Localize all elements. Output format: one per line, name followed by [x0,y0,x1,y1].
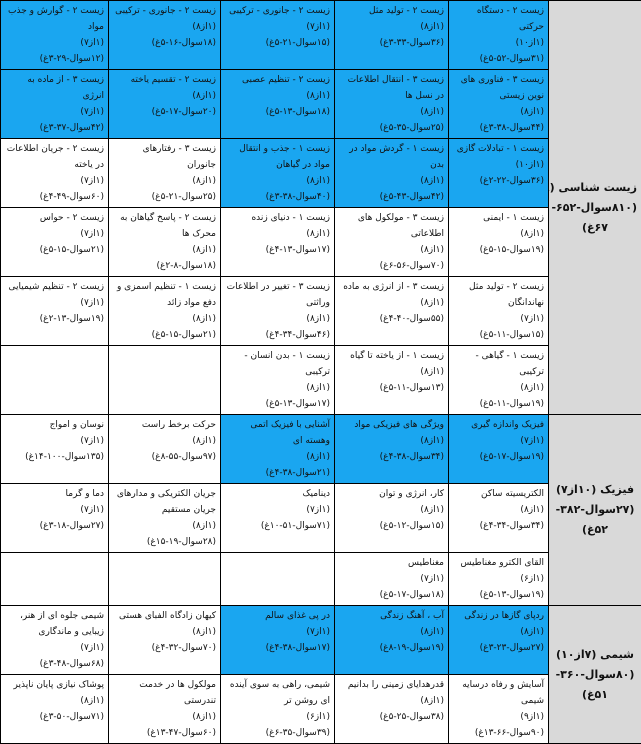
topic-content [5,608,104,672]
topic-stats: (۱۵سوال-۱۲-۵غ) [339,518,444,534]
topic-title: دینامیک [225,486,330,502]
topic-range: (۱از۸) [339,624,444,640]
topic-stats: (۱۹سوال-۱۱-۵غ) [453,396,544,412]
topic-content [113,279,216,343]
topic-title: زیست ۲ - گوارش و جذب مواد [5,3,104,35]
topic-cell [1,139,109,208]
topic-title: کار، انرژی و توان [339,486,444,502]
topic-stats: (۷۰سوال-۵۶-۶غ) [339,258,444,274]
topic-stats: (۲۵سوال-۲۱-۵غ) [113,189,216,205]
topic-title: القای الکترو مغناطیس [453,555,544,571]
topic-content [225,486,330,534]
topic-cell [221,484,335,553]
topic-range: (۱از۸) [113,19,216,35]
grid-row [1,70,641,139]
topic-title: حرکت برخط راست [113,417,216,433]
topic-stats: (۲۱سوال-۱۵-۵غ) [113,327,216,343]
topic-cell [449,553,549,606]
topic-content [5,417,104,465]
topic-cell [449,208,549,277]
topic-stats: (۶۸سوال-۴۸-۳غ) [5,656,104,672]
topic-stats: (۳۸سوال-۲۵-۵غ) [339,709,444,725]
grid-row [1,208,641,277]
topic-content [453,3,544,67]
topic-title: زیست ۲ - جانوری - ترکیبی [113,3,216,19]
topic-stats: (۳۱سوال-۵۲-۵غ) [453,51,544,67]
topic-cell [221,346,335,415]
topic-title: زیست ۲ - تولید مثل نهاندانگان [453,279,544,311]
topic-stats: (۴۴سوال-۳۸-۳غ) [453,120,544,136]
topic-title: آشنایی با فیزیک اتمی وهسته ای [225,417,330,449]
topic-cell [335,277,449,346]
topic-range: (۱از۸) [339,693,444,709]
topic-title: زیست ۳ - رفتارهای جانوران [113,141,216,173]
topic-cell [1,70,109,139]
grid-row [1,606,641,675]
topic-range: (۱از۷) [5,640,104,656]
topic-cell [109,1,221,70]
subject-label-line: (۸۱۰سوال-۶۵۲- [553,198,637,218]
topic-range: (۱از۷) [225,624,330,640]
topic-cell [109,606,221,675]
topic-stats: (۴۲سوال-۴۳-۵غ) [339,189,444,205]
topic-stats: (۱۸سوال-۸-۲غ) [113,258,216,274]
topic-title: ردپای گازها در زندگی [453,608,544,624]
topic-content [453,72,544,136]
grid-row [1,277,641,346]
topic-cell [335,1,449,70]
topic-range: (۱از۷) [5,35,104,51]
grid-row [1,553,641,606]
subject-label-line: ۵۱غ) [553,685,637,705]
topic-stats: (۲۷سوال-۲۳-۳غ) [453,640,544,656]
topic-content [453,677,544,741]
topic-cell [221,208,335,277]
topic-content [339,608,444,656]
topic-range: (۱از۱۰) [453,35,544,51]
topic-stats: (۱۷سوال-۱۳-۵غ) [225,396,330,412]
topic-content [5,210,104,258]
topic-title: در پی غذای سالم [225,608,330,624]
grid-row [1,346,641,415]
topic-title: زیست ۲ - دستگاه حرکتی [453,3,544,35]
subject-label-line: ۶۷غ) [553,218,637,238]
topic-stats: (۳۶سوال-۲۲-۲غ) [453,173,544,189]
topic-title: جریان الکتریکی و مدارهای جریان مستقیم [113,486,216,518]
topic-cell [221,1,335,70]
topic-range: (۱از۸) [225,88,330,104]
topic-content [5,279,104,327]
topic-stats: (۲۰سوال-۱۷-۵غ) [113,104,216,120]
subject-label-line: زیست شناسی ( [553,178,637,198]
topic-title: پوشاک نیازی پایان ناپذیر [5,677,104,693]
topic-cell [1,484,109,553]
topic-content [225,72,330,120]
topic-range: (۱از۸) [339,502,444,518]
topic-title: زیست ۳ - از انرژی به ماده [339,279,444,295]
topic-range: (۱از۸) [113,311,216,327]
topic-stats: (۳۴سوال-۳۴-۴غ) [453,518,544,534]
topic-stats: (۱۹سوال-۱۹-۸غ) [339,640,444,656]
topic-title: زیست ۳ - از ماده به انرژی [5,72,104,104]
topic-title: زیست ۳ - انتقال اطلاعات در نسل ها [339,72,444,104]
topic-range: (۱از۸) [5,693,104,709]
topic-cell [449,484,549,553]
topic-title: کیهان زادگاه الفبای هستی [113,608,216,624]
topic-range: (۱از۷) [453,433,544,449]
topic-range: (۱از۷) [5,295,104,311]
topic-range: (۱از۸) [113,624,216,640]
topic-title: زیست ۳ - مولکول های اطلاعاتی [339,210,444,242]
topic-range: (۱از۸) [339,433,444,449]
topic-title: زیست ۲ - تولید مثل [339,3,444,19]
empty-cell [109,346,221,415]
topic-title: زیست ۳ - فناوری های نوین زیستی [453,72,544,104]
topic-content [339,486,444,534]
topic-title: زیست ۲ - تنظیم عصبی [225,72,330,88]
topic-title: زیست ۳ - تغییر در اطلاعات وراثتی [225,279,330,311]
topic-content [225,677,330,741]
empty-cell [1,553,109,606]
topic-cell [1,415,109,484]
topic-title: فیزیک واندازه گیری [453,417,544,433]
topic-range: (۱از۸) [113,709,216,725]
topic-stats: (۱۹سوال-۱۳-۵غ) [453,587,544,603]
topic-range: (۱از۶) [453,571,544,587]
subject-label-line: ۵۲غ) [553,520,637,540]
topic-stats: (۵۵سوال-۴۰-۴غ) [339,311,444,327]
topic-range: (۱از۸) [113,518,216,534]
topic-cell [335,346,449,415]
topic-content [453,210,544,258]
topic-title: ویژگی های فیزیکی مواد [339,417,444,433]
topic-stats: (۳۴سوال-۳۸-۴غ) [339,449,444,465]
topic-content [113,141,216,205]
topic-content [225,417,330,481]
empty-cell [109,553,221,606]
topic-content [113,72,216,120]
grid-row [1,139,641,208]
topic-range: (۱از۷) [5,226,104,242]
topic-cell [335,70,449,139]
topic-stats: (۱۹سوال-۱۷-۵غ) [453,449,544,465]
topic-cell [449,675,549,744]
topic-stats: (۲۱سوال-۱۵-۵غ) [5,242,104,258]
topic-stats: (۷۰سوال-۳۲-۴غ) [113,640,216,656]
topic-title: زیست ۲ - جریان اطلاعات در یاخته [5,141,104,173]
topic-title: آب ، آهنگ زندگی [339,608,444,624]
topic-title: زیست ۱ - گردش مواد در بدن [339,141,444,173]
topic-stats: (۹۰سوال-۶۶-۱۳غ) [453,725,544,741]
topic-stats: (۲۷سوال-۱۸-۳غ) [5,518,104,534]
subject-label-line: (۸۰سوال-۳۶۰- [553,665,637,685]
topic-cell [109,208,221,277]
topic-content [339,348,444,396]
grid-row [1,1,641,70]
topic-cell [109,675,221,744]
topic-cell [335,484,449,553]
grid-row [1,675,641,744]
topic-title: زیست ۱ - ایمنی [453,210,544,226]
topic-range: (۱از۸) [339,295,444,311]
topic-cell [109,70,221,139]
topic-range: (۱از۸) [339,173,444,189]
topic-cell [335,553,449,606]
topic-range: (۱از۸) [453,380,544,396]
topic-content [339,3,444,51]
topic-content [453,608,544,656]
topic-content [453,348,544,412]
topic-title: شیمی، راهی به سوی آینده ای روشن تر [225,677,330,709]
topic-range: (۱از۸) [453,624,544,640]
topic-title: زیست ۱ - از یاخته تا گیاه [339,348,444,364]
topic-stats: (۱۷سوال-۱۳-۴غ) [225,242,330,258]
topic-content [5,3,104,67]
topic-title: قدرهدایای زمینی را بدانیم [339,677,444,693]
topic-range: (۱از۹) [453,709,544,725]
topic-cell [109,415,221,484]
topic-stats: (۱۳۵سوال-۱۰۰-۱۴غ) [5,449,104,465]
topic-range: (۱از۸) [453,502,544,518]
topic-range: (۱از۸) [339,242,444,258]
topic-content [453,141,544,189]
topic-cell [221,70,335,139]
topic-cell [1,208,109,277]
topic-title: زیست ۲ - حواس [5,210,104,226]
topic-stats: (۱۸سوال-۱۷-۵غ) [339,587,444,603]
topic-range: (۱از۶) [225,709,330,725]
topic-range: (۱از۷) [453,311,544,327]
topic-content [5,72,104,136]
topic-range: (۱از۸) [113,173,216,189]
topic-range: (۱از۸) [339,104,444,120]
topic-cell [449,606,549,675]
topic-stats: (۴۲سوال-۳۷-۳غ) [5,120,104,136]
topic-content [339,555,444,603]
topic-title: زیست ۱ - تبادلات گازی [453,141,544,157]
topic-stats: (۱۷سوال-۳۸-۴غ) [225,640,330,656]
topic-cell [335,139,449,208]
subject-label-line: فیزیک (۱۰از۷) [553,480,637,500]
topic-cell [221,415,335,484]
topic-content [339,210,444,274]
topic-content [113,486,216,550]
grid-row [1,415,641,484]
topic-title: آسایش و رفاه درسایه شیمی [453,677,544,709]
topic-range: (۱از۸) [339,19,444,35]
topic-stats: (۶۰سوال-۴۹-۴غ) [5,189,104,205]
topic-title: دما و گرما [5,486,104,502]
topic-cell [449,277,549,346]
topic-cell [221,606,335,675]
topic-content [339,141,444,205]
topic-content [225,3,330,51]
topic-cell [449,70,549,139]
topic-stats: (۴۶سوال-۳۴-۴غ) [225,327,330,343]
topic-title: زیست ۱ - تنظیم اسمزی و دفع مواد زائد [113,279,216,311]
topic-range: (۱از۸) [225,173,330,189]
topic-content [453,555,544,603]
topic-content [225,608,330,656]
topic-content [453,417,544,465]
topic-title: شیمی جلوه ای از هنر، زیبایی و ماندگاری [5,608,104,640]
topic-range: (۱از۸) [113,88,216,104]
topic-content [339,677,444,725]
topic-stats: (۷۱سوال-۵۱-۱۰غ) [225,518,330,534]
topic-cell [335,415,449,484]
topic-range: (۱از۷) [5,502,104,518]
topic-content [5,677,104,725]
topic-cell [335,675,449,744]
topic-title: زیست ۲ - تقسیم یاخته [113,72,216,88]
topic-range: (۱از۷) [339,571,444,587]
topic-range: (۱از۷) [5,173,104,189]
topic-cell [1,277,109,346]
empty-cell [221,553,335,606]
topic-content [225,279,330,343]
topic-title: الکتریسیته ساکن [453,486,544,502]
topic-stats: (۱۹سوال-۱۵-۵غ) [453,242,544,258]
topic-stats: (۹۷سوال-۵۵-۸غ) [113,449,216,465]
topic-title: زیست ۲ - جانوری - ترکیبی [225,3,330,19]
topic-range: (۱از۸) [113,433,216,449]
topic-range: (۱از۸) [339,364,444,380]
topic-title: زیست ۱ - دنیای زنده [225,210,330,226]
topic-cell [449,415,549,484]
subject-label-line: شیمی (۷از۱۰) [553,645,637,665]
topic-cell [1,675,109,744]
topic-stats: (۱۵سوال-۲۱-۵غ) [225,35,330,51]
topic-stats: (۷۱سوال-۵۰-۳غ) [5,709,104,725]
topic-range: (۱از۷) [5,104,104,120]
topic-content [339,417,444,465]
topic-title: زیست ۱ - جذب و انتقال مواد در گیاهان [225,141,330,173]
topic-stats: (۲۸سوال-۱۹-۱۵غ) [113,534,216,550]
topic-stats: (۶۰سوال-۴۷-۱۳غ) [113,725,216,741]
topic-stats: (۱۹سوال-۱۳-۲غ) [5,311,104,327]
topic-title: زیست ۱ - بدن انسان - ترکیبی [225,348,330,380]
topic-cell [1,606,109,675]
topic-stats: (۱۸سوال-۱۳-۵غ) [225,104,330,120]
topic-range: (۱از۸) [225,226,330,242]
topic-range: (۱از۸) [453,104,544,120]
topic-stats: (۱۵سوال-۱۱-۵غ) [453,327,544,343]
topic-stats: (۴۰سوال-۳۸-۳غ) [225,189,330,205]
topic-stats: (۲۵سوال-۳۵-۵غ) [339,120,444,136]
topic-cell [449,139,549,208]
topic-stats: (۱۳سوال-۱۱-۵غ) [339,380,444,396]
topic-content [5,141,104,205]
topic-cell [221,139,335,208]
topic-title: زیست ۱ - گیاهی - ترکیبی [453,348,544,380]
subject-physics [549,415,641,606]
topic-cell [221,675,335,744]
topic-content [113,210,216,274]
topic-content [113,417,216,465]
topic-content [113,677,216,741]
topic-range: (۱از۸) [225,449,330,465]
topic-content [225,210,330,258]
topic-content [453,486,544,534]
topic-range: (۱از۸) [225,311,330,327]
topic-cell [221,277,335,346]
topic-content [113,3,216,51]
grid-row [1,484,641,553]
topic-content [225,141,330,205]
topic-range: (۱از۷) [5,433,104,449]
topic-stats: (۳۹سوال-۳۵-۶غ) [225,725,330,741]
topic-range: (۱از۷) [225,502,330,518]
topic-cell [449,1,549,70]
topic-cell [335,208,449,277]
topic-content [339,72,444,136]
topic-cell [335,606,449,675]
topic-cell [109,277,221,346]
topic-cell [109,484,221,553]
topic-title: زیست ۲ - تنظیم شیمیایی [5,279,104,295]
topic-content [453,279,544,343]
subject-chemistry [549,606,641,744]
topic-range: (۱از۷) [225,19,330,35]
topic-stats: (۲۱سوال-۳۸-۴غ) [225,465,330,481]
topic-stats: (۱۲سوال-۲۹-۳غ) [5,51,104,67]
topic-cell [109,139,221,208]
topic-title: زیست ۲ - پاسخ گیاهان به محرک ها [113,210,216,242]
topic-stats: (۳۶سوال-۳۳-۳غ) [339,35,444,51]
topic-range: (۱از۸) [225,380,330,396]
topic-content [339,279,444,327]
topic-range: (۱از۸) [453,226,544,242]
topic-content [225,348,330,412]
empty-cell [1,346,109,415]
topic-title: مغناطیس [339,555,444,571]
topic-stats: (۱۸سوال-۱۶-۵غ) [113,35,216,51]
topic-content [5,486,104,534]
subject-label-line: (۲۷سوال-۳۸۲- [553,500,637,520]
subject-biology [549,1,641,415]
topic-range: (۱از۱۰) [453,157,544,173]
topic-content [113,608,216,656]
topic-range: (۱از۸) [113,242,216,258]
topic-cell [449,346,549,415]
topic-title: نوسان و امواج [5,417,104,433]
topic-title: مولکول ها در خدمت تندرستی [113,677,216,709]
topic-cell [1,1,109,70]
